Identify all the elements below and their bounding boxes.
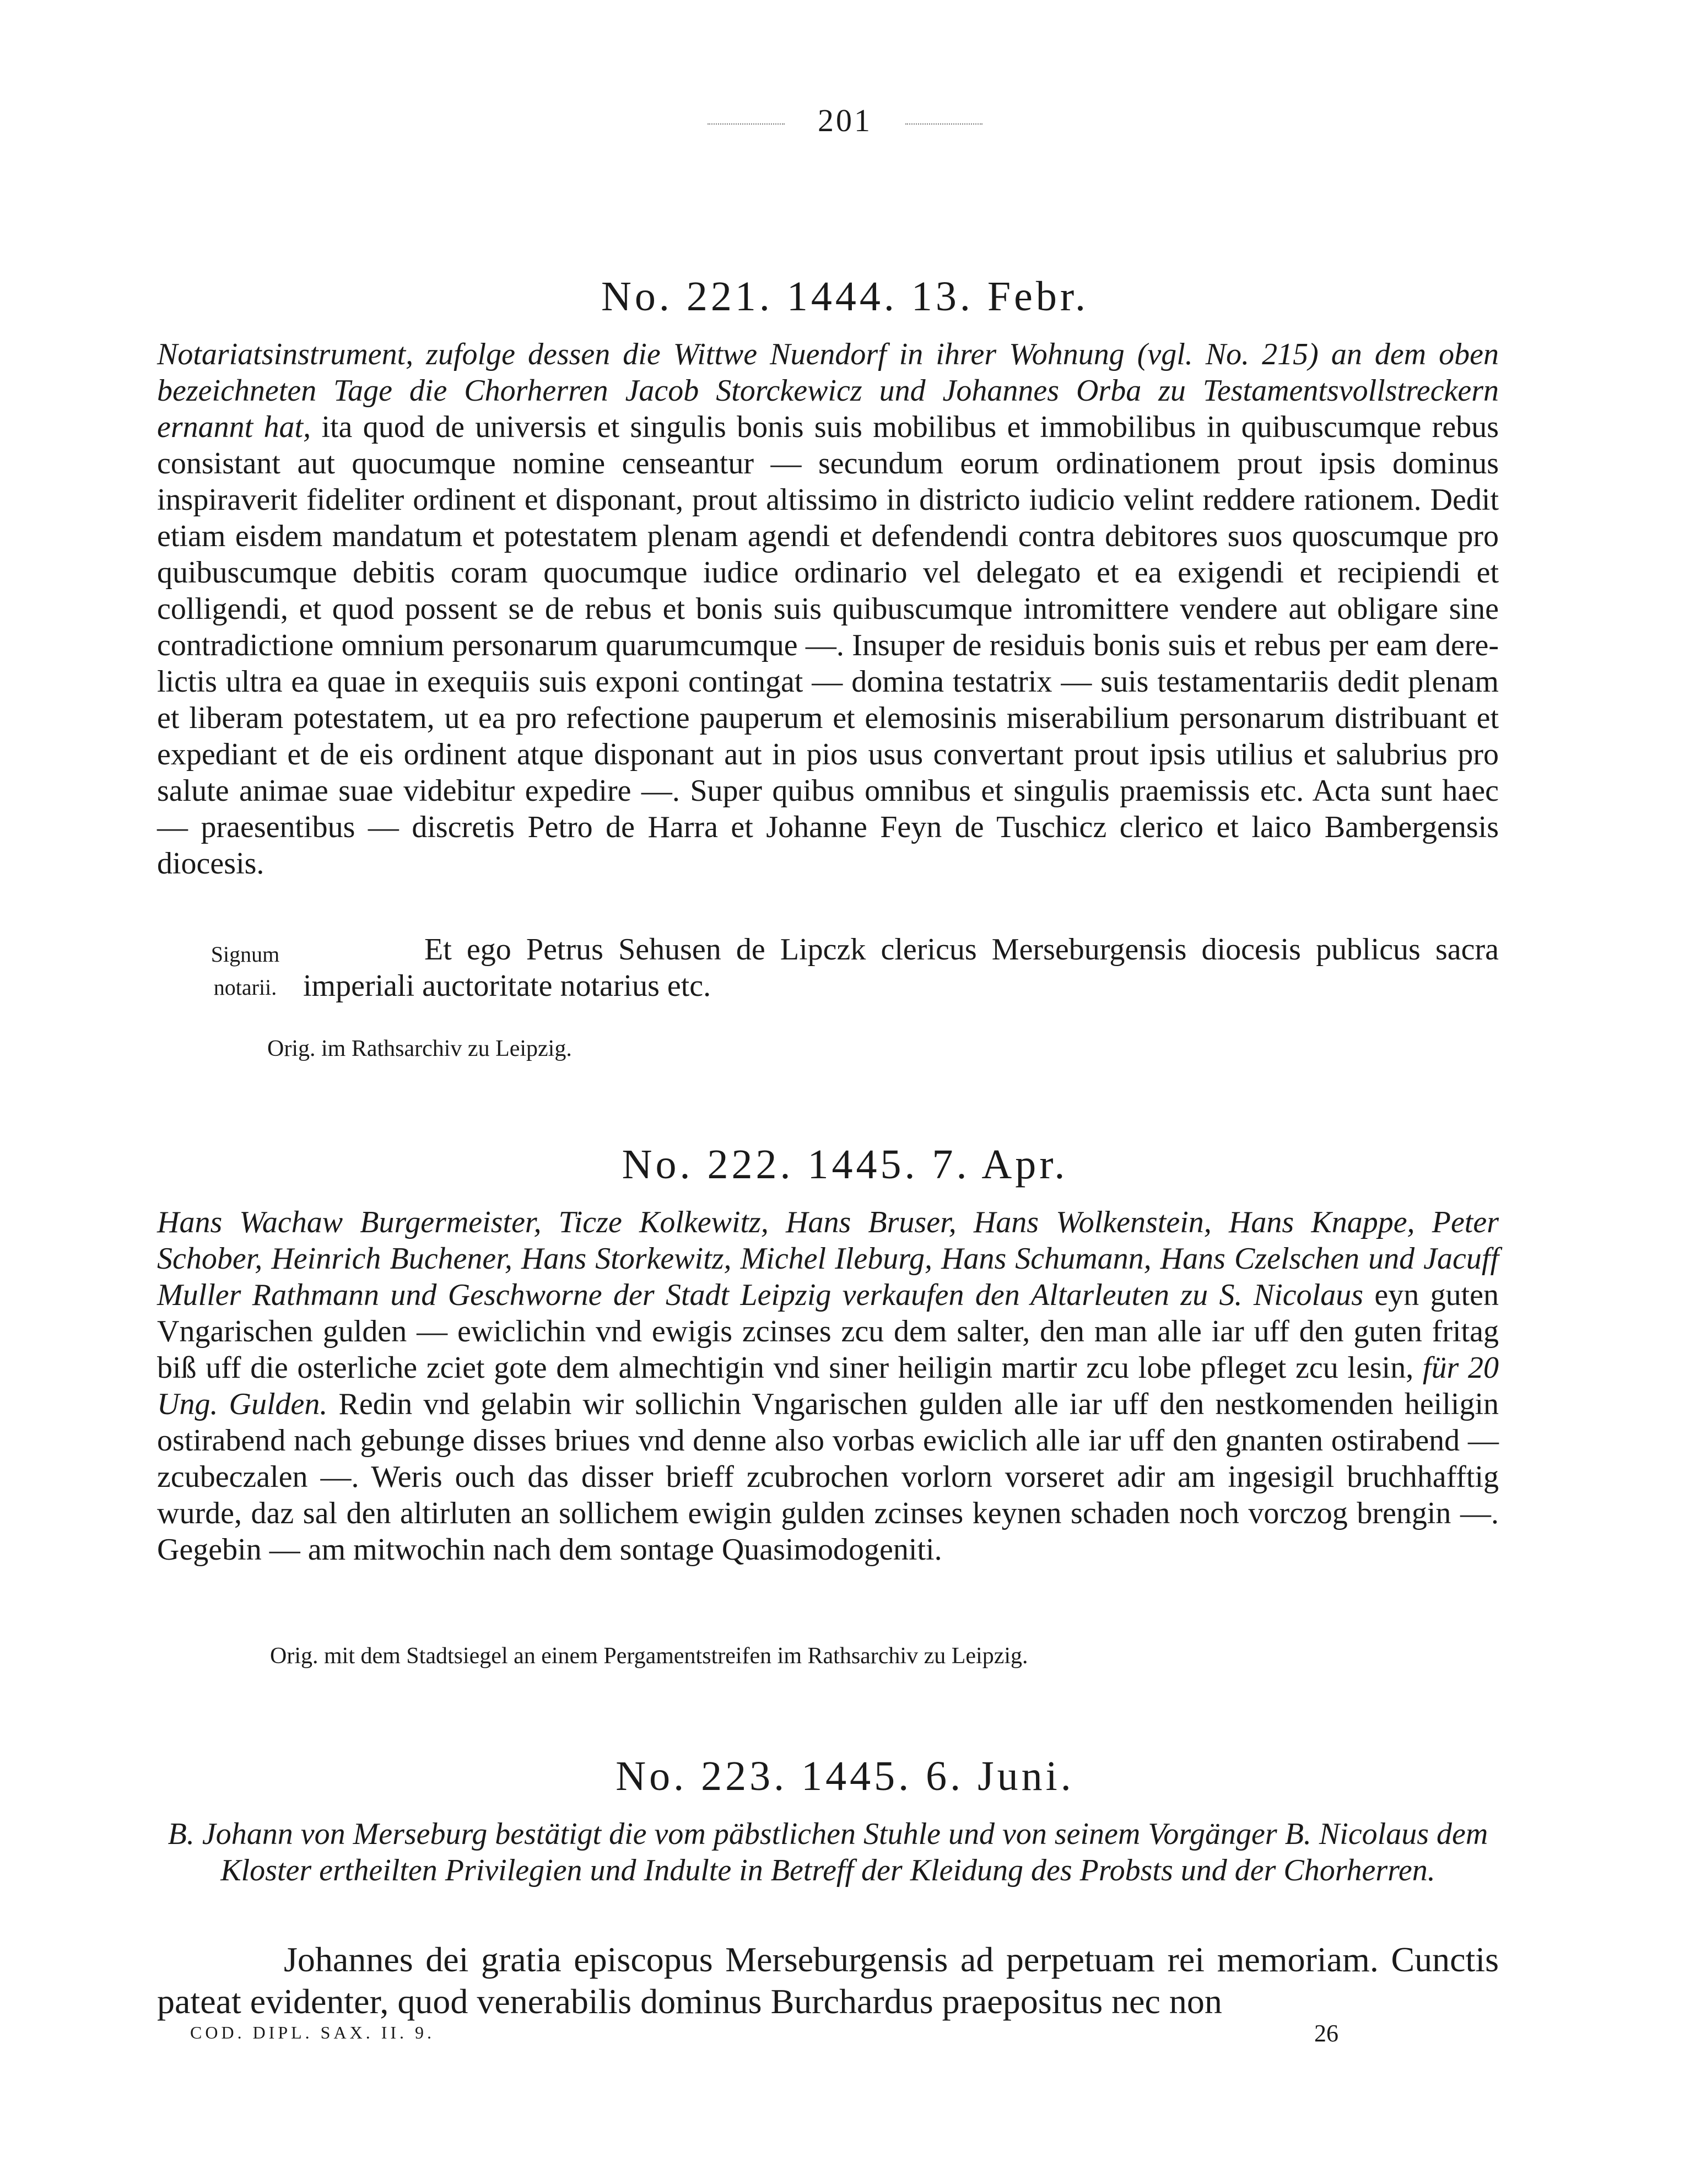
document-222-price: für 20 Ung. Gulden. bbox=[157, 1351, 1499, 1421]
document-221-title: No. 221. 1444. 13. Febr. bbox=[601, 273, 1089, 320]
sheet-number: 26 bbox=[1314, 2020, 1338, 2047]
document-222-source: Orig. mit dem Stadtsiegel an einem Pergamentstreifen im Rathsarchiv zu Leipzig. bbox=[270, 1643, 1028, 1669]
notary-signum-line1: Signum bbox=[210, 942, 280, 967]
notary-signum bbox=[190, 938, 300, 1004]
document-221-source: Orig. im Rathsarchiv zu Leipzig. bbox=[267, 1036, 572, 1061]
sheet-signature: COD. DIPL. SAX. II. 9. bbox=[190, 2023, 435, 2042]
document-222-summary: Hans Wachaw Burgermeister, Ticze Kolkewitz, Hans Bruser, Hans Wolkenstein, Hans Knappe, Peter Schober, Heinrich Buchener, Hans Storkewitz, Michel Ileburg, Hans Schumann, Hans Czelschen und Jacuff Muller Rathmann und Geschworne der Stadt Leipzig verkaufen den Altarleuten zu S. Nicolaus bbox=[157, 1205, 1499, 1312]
page-number: 201 bbox=[818, 103, 872, 138]
header-rule-left bbox=[708, 123, 785, 125]
document-222-title: No. 222. 1445. 7. Apr. bbox=[622, 1141, 1068, 1188]
document-222-body-part2: Redin vnd gelabin wir sollichin Vngarischen gulden alle iar uff den nestkomenden heiligin ostirabend nach gebunge disses briues vnd denne also vorbas ewiclich alle iar uff den gnanten ostirabend — zcubeczalen —. Weris ouch das disser brieff zcubrochen vorlorn vorseret adir am ingesigil bruchhafftig wurde, daz sal den altirluten an sollichem ewigin gulden zcinses keynen schaden noch vorczog brengin —. Gegebin — am mitwochin nach dem sontage Quasimodogeniti. bbox=[157, 1387, 1499, 1567]
document-222-text bbox=[157, 1204, 1499, 1568]
header-rule-right bbox=[905, 123, 982, 125]
document-223-opening: Johannes dei gratia episcopus Merseburgensis ad perpetuam rei memoriam. Cunctis pateat evidenter, quod venerabilis dominus Burchardus praepositus nec non bbox=[157, 1940, 1499, 2021]
page-header bbox=[0, 102, 1690, 139]
document-222-body-part1: eyn guten Vngarischen gulden — ewiclichin vnd ewigis zcinses zcu dem salter, den man alle iar uff den guten fritag biß uff die osterliche zciet gote dem almechtigin vnd siner heiligin martir zcu lobe pfleget zcu lesin, bbox=[157, 1278, 1499, 1385]
notary-block bbox=[157, 931, 1499, 1009]
document-223-title: No. 223. 1445. 6. Juni. bbox=[615, 1753, 1075, 1799]
document-221-body: ita quod de universis et singulis bonis suis mobilibus et immobilibus in quibuscumque rebus consistant aut quocumque nomine censeantur — secundum eorum ordinationem prout ipsis dominus inspiraverit fideliter ordinent et disponant, prout altissimo in districto iudicio velint reddere rationem. Dedit etiam eisdem mandatum et potestatem plenam agendi et defendendi contra debitores suos quoscumque pro quibuscumque debitis coram quocumque iudice ordinario vel delegato et ea exigendi et recipiendi et colligendi, et quod possent se de rebus et bonis suis quibuscumque intromittere vendere aut obligare sine contradictione omnium personarum quarumcumque —. Insuper de residuis bonis suis et rebus per eam derelictis ultra ea quae in exequiis suis exponi contingat — domina testatrix — suis testamentariis dedit plenam et liberam potestatem, ut ea pro refectione pauperum et elemosinis miserabilium personarum distribuant et expediant et de eis ordinent atque disponant aut in pios usus convertant prout ipsis utilius et salubrius pro salute animae suae videbitur expedire —. Super quibus omnibus et singulis praemissis etc. Acta sunt haec — praesentibus — discretis Petro de Harra et Johanne Feyn de Tuschicz clerico et laico Bambergensis diocesis. bbox=[157, 410, 1499, 881]
document-223-summary: B. Johann von Merseburg bestätigt die vom päbstlichen Stuhle und von seinem Vorgänger B. Nicolaus dem Kloster ertheilten Privilegien und Indulte in Betreff der Kleidung des Probsts und der Chorherren. bbox=[168, 1817, 1488, 1888]
document-221-summary: Notariatsinstrument, zufolge dessen die Wittwe Nuendorf in ihrer Wohnung (vgl. No. 215) an dem oben bezeichneten Tage die Chorherren Jacob Storckewicz und Johannes Orba zu Testamentsvollstreckern ernannt hat, bbox=[157, 337, 1499, 444]
notary-signum-line2: notarii. bbox=[213, 975, 277, 1000]
footer bbox=[190, 2020, 1402, 2050]
document-221-text bbox=[157, 336, 1499, 882]
notary-attestation: Et ego Petrus Sehusen de Lipczk clericus Merseburgensis diocesis publicus sacra imperiali auctoritate notarius etc. bbox=[303, 932, 1499, 1003]
